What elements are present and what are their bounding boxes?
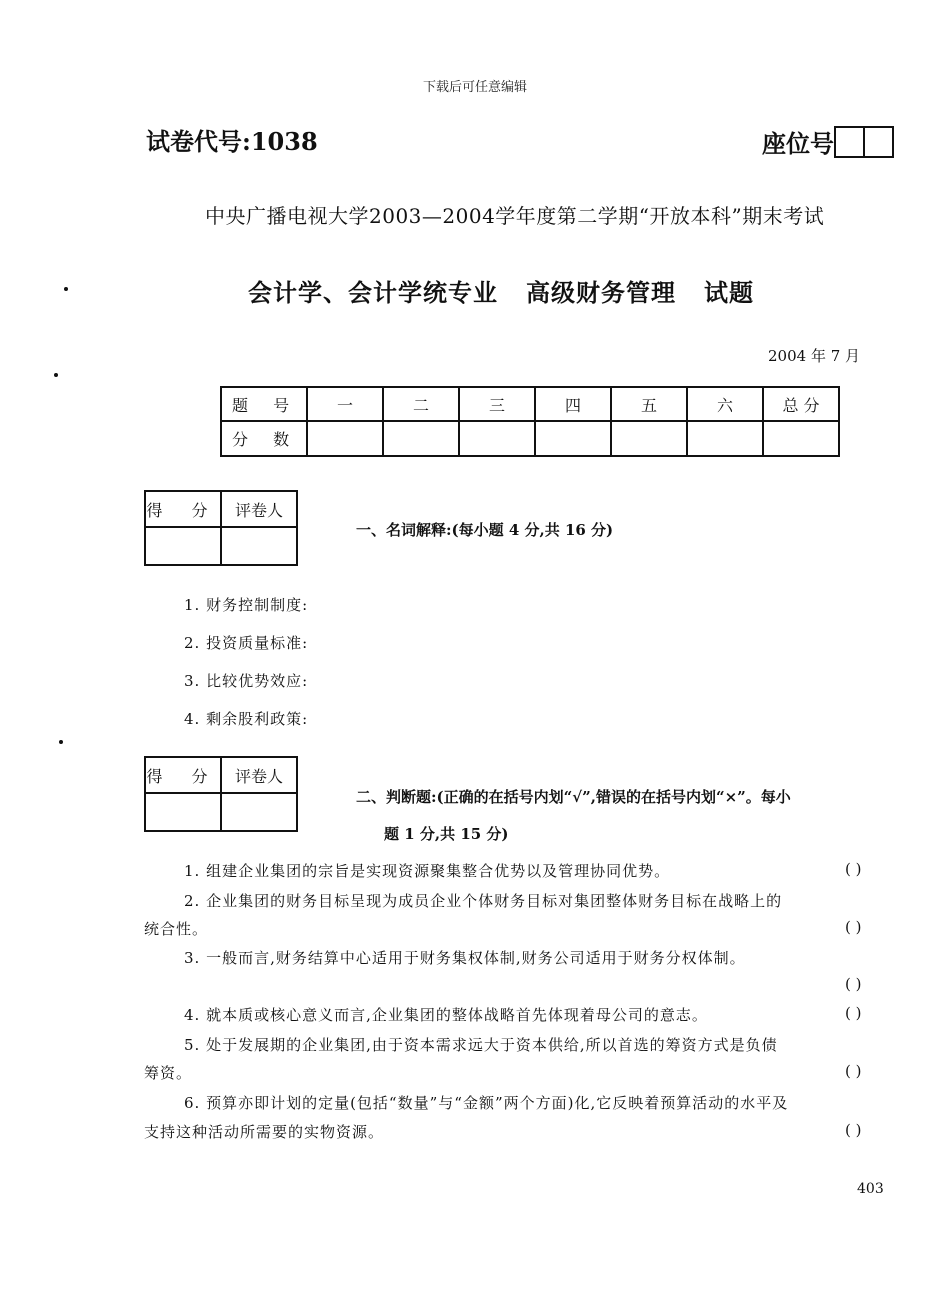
question-1: 1. 组建企业集团的宗旨是实现资源聚集整合优势以及管理协同优势。 [184, 862, 671, 880]
question-3: 3. 一般而言,财务结算中心适用于财务集权体制,财务公司适用于财务分权体制。 [184, 949, 746, 967]
grader-score-cell[interactable] [145, 793, 221, 831]
score-table-score-row [221, 421, 839, 456]
answer-bracket[interactable]: ( ) [845, 975, 862, 993]
subject-suffix: 试题 [704, 278, 754, 307]
subject-major: 会计学、会计学统专业 [248, 278, 498, 307]
score-table [220, 386, 840, 457]
grader-score-label: 得 分 [145, 491, 221, 527]
scan-speck [64, 287, 68, 291]
answer-bracket[interactable]: ( ) [845, 918, 862, 936]
question-6: 6. 预算亦即计划的定量(包括“数量”与“金额”两个方面)化,它反映着预算活动的水平及 [184, 1094, 789, 1112]
term-item: 2. 投资质量标准: [184, 634, 309, 652]
exam-date: 2004 年 7 月 [768, 347, 861, 365]
watermark-text: 下载后可任意编辑 [422, 80, 527, 95]
score-table-header-row [221, 387, 839, 421]
question-2: 2. 企业集团的财务目标呈现为成员企业个体财务目标对集团整体财务目标在战略上的 [184, 892, 783, 910]
score-cell[interactable] [611, 421, 687, 456]
answer-bracket[interactable]: ( ) [845, 1121, 862, 1139]
seat-box[interactable] [863, 126, 894, 158]
term-item: 4. 剩余股利政策: [184, 710, 309, 728]
score-cell[interactable] [307, 421, 383, 456]
score-cell[interactable] [763, 421, 839, 456]
grader-name-cell[interactable] [221, 527, 297, 565]
question-4: 4. 就本质或核心意义而言,企业集团的整体战略首先体现着母公司的意志。 [184, 1006, 708, 1024]
grader-box-section2 [144, 756, 298, 832]
score-column-header: 五 [611, 387, 687, 421]
score-column-header: 二 [383, 387, 459, 421]
grader-name-cell[interactable] [221, 793, 297, 831]
score-column-header: 三 [459, 387, 535, 421]
score-column-header: 一 [307, 387, 383, 421]
score-cell[interactable] [535, 421, 611, 456]
seat-number-boxes [836, 126, 894, 158]
question-2-cont: 统合性。 [144, 920, 209, 938]
term-item: 3. 比较优势效应: [184, 672, 309, 690]
grader-score-label: 得 分 [145, 757, 221, 793]
subject-title [248, 273, 754, 308]
scan-speck [59, 740, 63, 744]
question-number-label: 题 号 [221, 387, 307, 421]
score-column-header: 总 分 [763, 387, 839, 421]
question-6-cont: 支持这种活动所需要的实物资源。 [144, 1123, 385, 1141]
score-column-header: 六 [687, 387, 763, 421]
question-5-cont: 筹资。 [144, 1064, 193, 1082]
section2-title-cont: 题 1 分,共 15 分) [384, 825, 509, 843]
score-cell[interactable] [383, 421, 459, 456]
paper-code: 试卷代号:1038 [146, 127, 318, 156]
grader-name-label: 评卷人 [221, 491, 297, 527]
score-label: 分 数 [221, 421, 307, 456]
scan-speck [54, 373, 58, 377]
score-column-header: 四 [535, 387, 611, 421]
score-cell[interactable] [459, 421, 535, 456]
score-cell[interactable] [687, 421, 763, 456]
grader-name-label: 评卷人 [221, 757, 297, 793]
subject-course: 高级财务管理 [526, 278, 676, 307]
grader-box-section1 [144, 490, 298, 566]
term-item: 1. 财务控制制度: [184, 596, 309, 614]
exam-title: 中央广播电视大学2003—2004学年度第二学期“开放本科”期末考试 [205, 204, 825, 228]
grader-score-cell[interactable] [145, 527, 221, 565]
seat-number [762, 124, 894, 159]
question-5: 5. 处于发展期的企业集团,由于资本需求远大于资本供给,所以首选的筹资方式是负债 [184, 1036, 778, 1054]
seat-box[interactable] [834, 126, 865, 158]
section1-title: 一、名词解释:(每小题 4 分,共 16 分) [356, 521, 614, 539]
page-number: 403 [857, 1181, 884, 1197]
answer-bracket[interactable]: ( ) [845, 1004, 862, 1022]
section2-title: 二、判断题:(正确的在括号内划“√”,错误的在括号内划“×”。每小 [356, 788, 791, 806]
answer-bracket[interactable]: ( ) [845, 1062, 862, 1080]
seat-label: 座位号 [762, 129, 834, 158]
answer-bracket[interactable]: ( ) [845, 860, 862, 878]
